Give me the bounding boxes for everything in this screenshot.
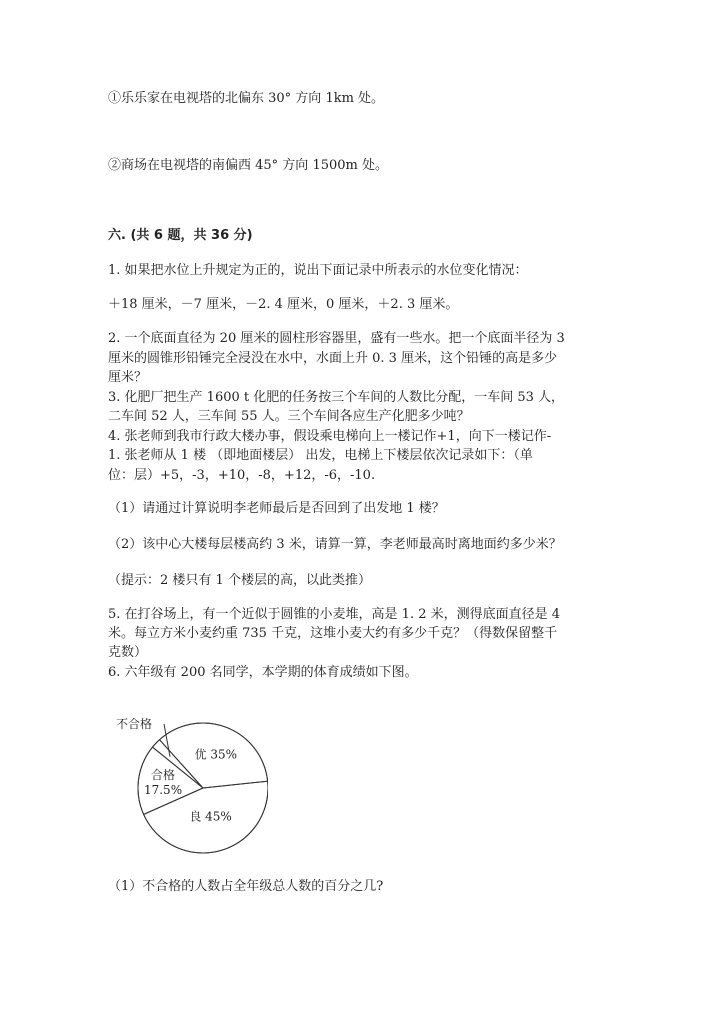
pie-label-1-0: 良 45%: [189, 809, 232, 824]
q2-line2: 厘米的圆锥形铅锤完全浸没在水中，水面上升 0. 3 厘米，这个铅锤的高是多少: [108, 351, 558, 366]
q4-line2: 1. 张老师从 1 楼 （即地面楼层） 出发，电梯上下楼层依次记录如下：（单: [108, 448, 533, 463]
pie-chart: [108, 706, 268, 856]
pie-label-0-0: 优 35%: [194, 747, 238, 762]
q5-line2: 米。每立方米小麦约重 735 千克，这堆小麦大约有多少千克？（得数保留整千: [108, 626, 558, 641]
q4-hint: （提示：2 楼只有 1 个楼层的高，以此类推）: [108, 573, 371, 588]
q6-text: 6. 六年级有 200 名同学，本学期的体育成绩如下图。: [108, 665, 418, 680]
section-heading: 六. (共 6 题，共 36 分): [108, 228, 253, 243]
q2-line3: 厘米？: [108, 370, 148, 385]
q4-line3: 位：层）+5，-3，+10，-8，+12，-6，-10.: [108, 468, 376, 483]
q4-line1: 4. 张老师到我市行政大楼办事，假设乘电梯向上一楼记作+1，向下一楼记作-: [108, 429, 552, 444]
pie-leader-line: [164, 724, 170, 757]
q2-line1: 2. 一个底面直径为 20 厘米的圆柱形容器里，盛有一些水。把一个底面半径为 3: [108, 331, 565, 346]
pie-label-3: 不合格: [116, 717, 153, 731]
q6-sub1: （1）不合格的人数占全年级总人数的百分之几?: [108, 879, 384, 894]
part5-item1: ①乐乐家在电视塔的北偏东 30° 方向 1km 处。: [108, 91, 385, 106]
q3-line2: 二车间 52 人，三车间 55 人。三个车间各应生产化肥多少吨？: [108, 409, 470, 424]
q5-line3: 克数）: [108, 645, 148, 660]
q1-values: ＋18 厘米，－7 厘米，－2. 4 厘米，0 厘米，＋2. 3 厘米。: [108, 297, 459, 312]
q4-sub1: （1）请通过计算说明李老师最后是否回到了出发地 1 楼？: [108, 501, 445, 516]
part5-item2: ②商场在电视塔的南偏西 45° 方向 1500m 处。: [108, 158, 388, 173]
q5-line1: 5. 在打谷场上，有一个近似于圆锥的小麦堆，高是 1. 2 米，测得底面直径是 4: [108, 607, 561, 622]
q1-text: 1. 如果把水位上升规定为正的，说出下面记录中所表示的水位变化情况：: [108, 263, 528, 278]
q3-line1: 3. 化肥厂把生产 1600 t 化肥的任务按三个车间的人数比分配，一车间 53 人，: [108, 390, 565, 405]
pie-label-2-1: 17.5%: [143, 783, 183, 798]
pie-label-2-0: 合格: [151, 768, 176, 783]
q4-sub2: （2）该中心大楼每层楼高约 3 米，请算一算，李老师最高时离地面约多少米？: [108, 537, 562, 552]
